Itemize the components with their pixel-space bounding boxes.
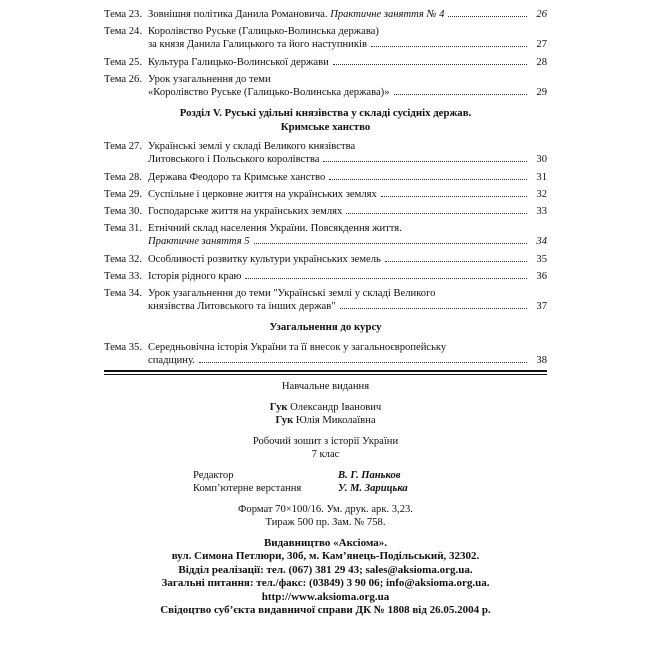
credit-layout — [104, 482, 547, 495]
toc-entry-page-number: 31 — [536, 171, 547, 183]
publisher-website: http://www.aksioma.org.ua — [261, 590, 390, 603]
toc-entry-page-number: 37 — [536, 301, 547, 313]
toc-entry — [104, 270, 547, 283]
table-of-contents — [104, 8, 547, 371]
toc-entry-page-number: 29 — [536, 87, 547, 99]
toc-entry-title-line: Практичне заняття 5 — [148, 236, 250, 248]
toc-group-end — [104, 341, 547, 367]
toc-entry-last-line — [148, 354, 547, 367]
toc-entry-body — [148, 188, 547, 201]
toc-entry-last-line — [148, 171, 547, 184]
toc-entry — [104, 25, 547, 51]
toc-entry-title-line: Господарське життя на українських землях — [148, 206, 343, 218]
toc-entry-body — [148, 25, 547, 51]
toc-entry-page-number: 27 — [536, 39, 547, 51]
dot-leader — [448, 16, 527, 17]
toc-entry-title-wrap — [148, 300, 336, 313]
toc-entry-last-line — [148, 153, 547, 166]
toc-entry — [104, 188, 547, 201]
toc-entry-title-wrap — [148, 56, 329, 69]
layout-name: У. М. Зарицька — [338, 483, 408, 494]
section-5-title: Розділ V. Руські удільні князівства у складі сусідніх держав. — [179, 107, 472, 120]
toc-entry-last-line — [148, 86, 547, 99]
grade: 7 клас — [311, 449, 340, 460]
toc-entry-title-line: Культура Галицько-Волинської держави — [148, 56, 329, 68]
toc-entry-title-wrap — [148, 8, 444, 21]
toc-entry-title-wrap — [148, 205, 342, 218]
print-format: Формат 70×100/16. Ум. друк. арк. 3,23. — [238, 504, 413, 515]
toc-entry-last-line — [148, 205, 547, 218]
toc-entry-number: Тема 26. — [104, 73, 142, 85]
toc-entry-title-line: Суспільне і церковне життя на українських землях — [148, 188, 377, 200]
toc-entry-title-wrap — [148, 354, 195, 367]
toc-entry-title-line: Литовського і Польського королівства — [148, 154, 320, 166]
toc-entry-body — [148, 8, 547, 21]
toc-entry-title-wrap — [148, 171, 325, 184]
author-1-name: Олександр Іванович — [287, 402, 382, 413]
toc-entry-title-line: Етнічний склад населення України. Повсякдення життя. — [148, 223, 402, 235]
toc-entry — [104, 205, 547, 218]
toc-entry-body — [148, 341, 547, 367]
toc-entry-title-wrap — [148, 188, 377, 201]
toc-entry-last-line — [148, 38, 547, 51]
toc-entry-last-line — [148, 56, 547, 69]
publisher-sales: Відділ реалізації: тел. (067) 381 29 43; sales@aksioma.org.ua. — [178, 563, 473, 576]
toc-entry-page-number: 34 — [536, 236, 547, 248]
author-2-surname: Гук — [275, 415, 294, 426]
toc-entry-page-number: 26 — [536, 9, 547, 20]
toc-entry-title-wrap — [148, 153, 319, 166]
dot-leader — [199, 362, 527, 363]
toc-entry — [104, 140, 547, 166]
author-1 — [104, 401, 547, 414]
author-2 — [104, 414, 547, 427]
toc-entry-body — [148, 205, 547, 218]
toc-entry-page-number: 30 — [536, 154, 547, 166]
toc-entry-number: Тема 29. — [104, 188, 142, 200]
toc-entry-title-line: «Королівство Руське (Галицько-Волинська держава)» — [148, 87, 390, 99]
author-1-surname: Гук — [269, 402, 288, 413]
toc-entry-number: Тема 28. — [104, 171, 142, 183]
dot-leader — [323, 161, 527, 162]
toc-entry-last-line — [148, 253, 547, 266]
toc-entry-number: Тема 30. — [104, 206, 142, 218]
toc-entry-title-line: Королівство Руське (Галицько-Волинська держава) — [148, 26, 379, 38]
toc-entry-title-line: Українські землі у складі Великого князівства — [148, 141, 356, 153]
section-5-subtitle: Кримське ханство — [280, 120, 371, 133]
toc-entry-title-wrap — [148, 235, 250, 248]
toc-entry-title-line: Середньовічна історія України та її внесок у загальноєвропейську — [148, 341, 447, 353]
toc-group-top — [104, 8, 547, 99]
toc-entry — [104, 222, 547, 248]
divider-thick-line — [104, 370, 547, 372]
dot-leader — [333, 64, 527, 65]
toc-entry-number: Тема 32. — [104, 253, 142, 265]
editor-label: Редактор — [193, 470, 234, 481]
toc-entry-title-line: Урок узагальнення до теми — [148, 73, 271, 85]
dot-leader — [329, 179, 527, 180]
toc-entry-number: Тема 33. — [104, 270, 142, 282]
toc-entry-title-line: Історія рідного краю — [148, 270, 242, 282]
toc-entry-title-line: за князя Данила Галицького та його наступників — [148, 39, 367, 51]
toc-entry-title-line: Зовнішня політика Данила Романовича. — [148, 9, 331, 20]
toc-entry-number: Тема 35. — [104, 341, 142, 353]
toc-entry — [104, 253, 547, 266]
toc-entry — [104, 8, 547, 21]
publisher-general: Загальні питання: тел./факс: (03849) 3 90 06; info@aksioma.org.ua. — [161, 577, 490, 590]
toc-entry — [104, 56, 547, 69]
publisher-name: Видавництво «Аксіома». — [263, 537, 388, 549]
toc-group-middle — [104, 140, 547, 313]
toc-entry-page-number: 32 — [536, 188, 547, 200]
toc-entry-body — [148, 222, 547, 248]
toc-entry-title-line: Держава Феодоро та Кримське ханство — [148, 171, 326, 183]
dot-leader — [394, 94, 527, 95]
toc-entry-title-wrap — [148, 86, 390, 99]
dot-leader — [340, 308, 527, 309]
toc-entry-body — [148, 171, 547, 184]
toc-entry-title-wrap — [148, 253, 381, 266]
toc-entry-page-number: 35 — [536, 253, 547, 265]
toc-entry-page-number: 33 — [536, 206, 547, 218]
dot-leader — [346, 213, 527, 214]
toc-entry-practical: Практичне заняття № 4 — [330, 9, 445, 20]
toc-entry-body — [148, 73, 547, 99]
toc-entry-number: Тема 31. — [104, 223, 142, 235]
toc-entry-title-line: Особливості розвитку культури українських земель — [148, 253, 381, 265]
dot-leader — [385, 261, 527, 262]
toc-entry-last-line — [148, 188, 547, 201]
toc-entry-number: Тема 34. — [104, 288, 142, 300]
toc-entry-body — [148, 140, 547, 166]
toc-entry-title-line: Урок узагальнення до теми "Українські землі у складі Великого — [148, 288, 436, 300]
summary-heading: Узагальнення до курсу — [269, 321, 382, 334]
layout-label: Комп’ютерне верстання — [193, 483, 302, 494]
toc-entry-title-wrap — [148, 38, 367, 51]
section-5-heading — [104, 107, 547, 134]
toc-entry-number: Тема 25. — [104, 56, 142, 68]
toc-entry-body — [148, 253, 547, 266]
dot-leader — [381, 196, 527, 197]
dot-leader — [371, 46, 527, 47]
toc-entry-last-line — [148, 300, 547, 313]
toc-entry — [104, 171, 547, 184]
toc-entry-last-line — [148, 235, 547, 248]
toc-entry-body — [148, 287, 547, 313]
toc-entry — [104, 73, 547, 99]
toc-entry-number: Тема 23. — [104, 9, 142, 20]
book-title: Робочий зошит з історії України — [252, 436, 399, 447]
dot-leader — [254, 243, 527, 244]
print-run: Тираж 500 пр. Зам. № 758. — [265, 517, 386, 528]
toc-entry-title-line: князівства Литовського та інших держав" — [148, 301, 336, 313]
toc-entry-page-number: 38 — [536, 355, 547, 367]
toc-entry-body — [148, 270, 547, 283]
toc-entry-body — [148, 56, 547, 69]
credit-editor — [104, 469, 547, 482]
toc-entry-title-line: спадщину. — [148, 355, 195, 367]
toc-entry — [104, 287, 547, 313]
publisher-address: вул. Симона Петлюри, 30б, м. Кам’янець-Подільський, 32302. — [171, 550, 480, 563]
double-rule-divider — [104, 370, 547, 375]
divider-thin-line — [104, 374, 547, 375]
editor-name: В. Г. Паньков — [338, 470, 401, 481]
toc-entry-title-wrap — [148, 270, 241, 283]
dot-leader — [245, 278, 527, 279]
publisher-certificate: Свідоцтво суб’єкта видавничої справи ДК № 1808 від 26.05.2004 р. — [160, 604, 491, 617]
author-2-name: Юлія Миколаївна — [293, 415, 376, 426]
toc-entry-last-line — [148, 270, 547, 283]
toc-entry-number: Тема 27. — [104, 141, 142, 153]
toc-entry-number: Тема 24. — [104, 26, 142, 38]
imprint — [104, 380, 547, 617]
edition-type: Навчальне видання — [281, 381, 370, 392]
toc-entry-page-number: 36 — [536, 270, 547, 282]
toc-entry — [104, 341, 547, 367]
toc-entry-page-number: 28 — [536, 56, 547, 68]
toc-entry-last-line — [148, 8, 547, 21]
